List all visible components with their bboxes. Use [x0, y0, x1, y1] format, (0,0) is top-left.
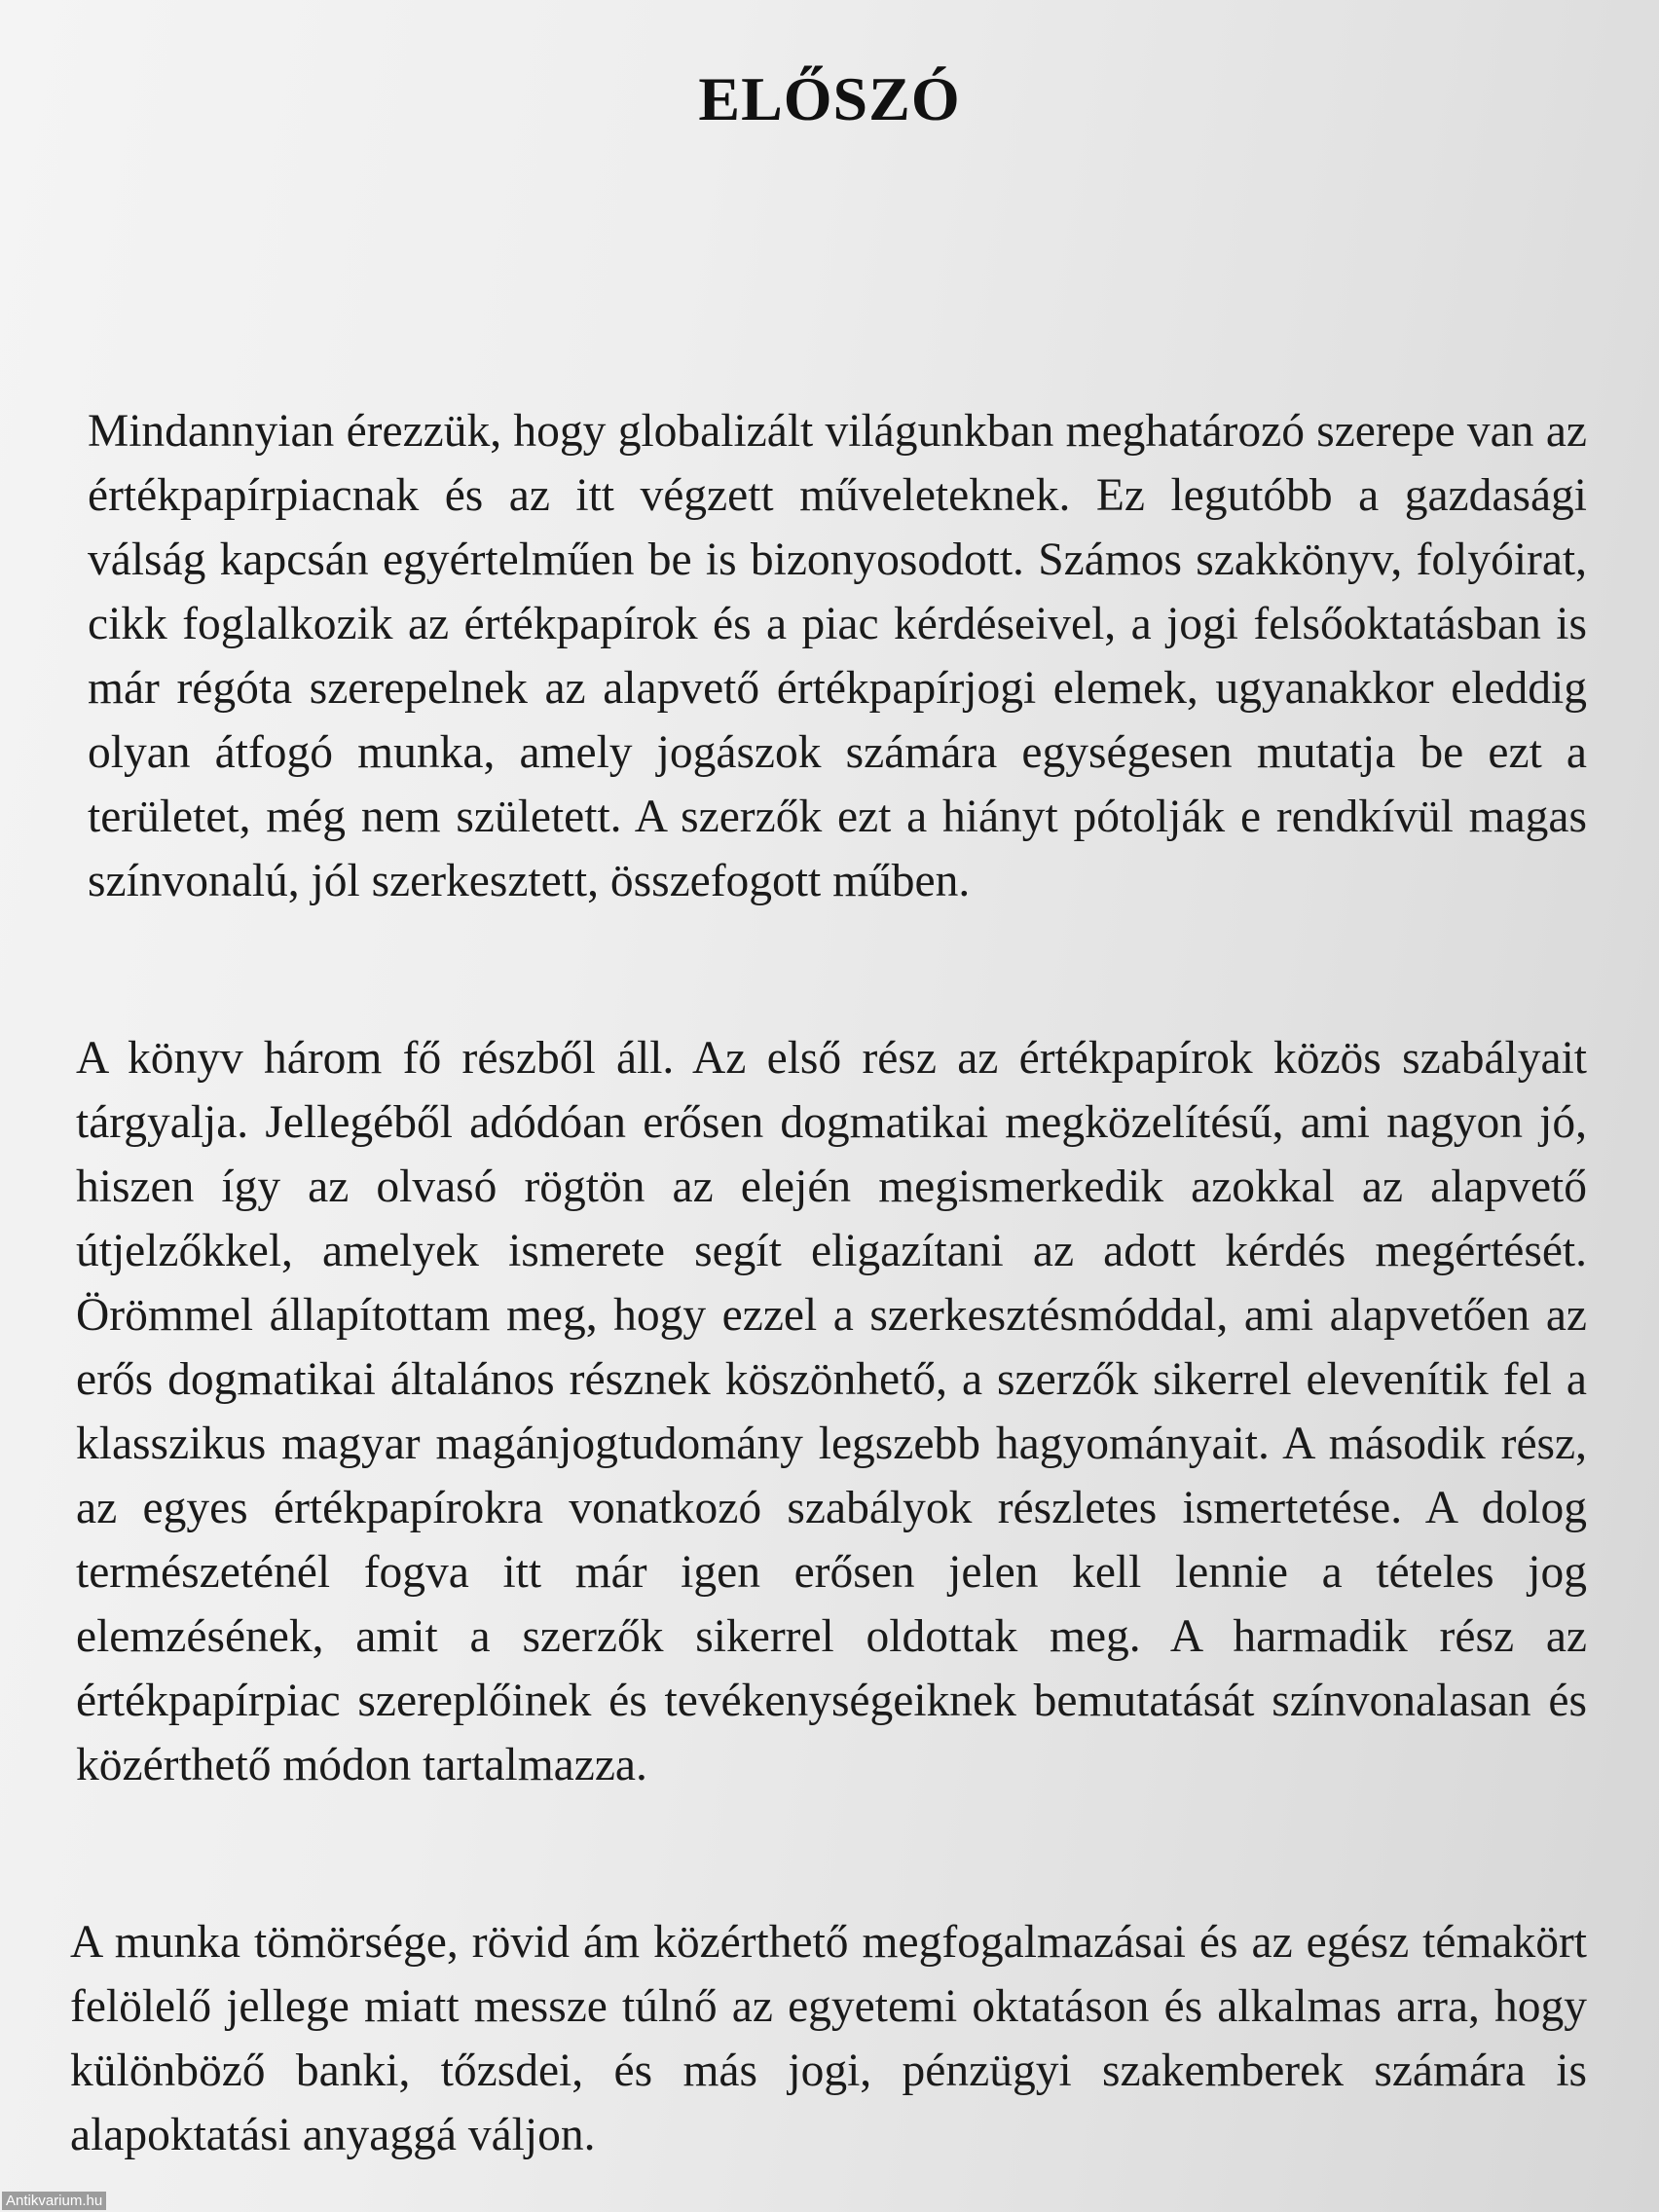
body-paragraph: A könyv három fő részből áll. Az első rész az értékpapírok közös szabályait tárgyalja. Jellegéből adódóan erősen dogmatikai megközelítésű, ami nagyon jó, hiszen így az olvasó rögtön az elején megismerkedik azokkal az alapvető útjelzőkkel, amelyek ismerete segít eligazítani az adott kérdés megértését. Örömmel állapítottam meg, hogy ezzel a szerkesztésmóddal, ami alapvetően az erős dogmatikai általános résznek köszönhető, a szerzők sikerrel elevenítik fel a klasszikus magyar magánjogtudomány legszebb hagyományait. A második rész, az egyes értékpapírokra vonatkozó szabályok részletes ismertetése. A dolog természeténél fogva itt már igen erősen jelen kell lennie a tételes jog elemzésének, amit a szerzők sikerrel oldottak meg. A harmadik rész az értékpapírpiac szereplőinek és tevékenységeiknek bemutatását színvonalasan és közérthető módon tartalmazza.: [76, 1033, 1587, 1790]
body-paragraph: Mindannyian érezzük, hogy globalizált világunkban meghatározó szerepe van az értékpapírpiacnak és az itt végzett műveleteknek. Ez legutóbb a gazdasági válság kapcsán egyértelműen be is bizonyosodott. Számos szakkönyv, folyóirat, cikk foglalkozik az értékpapírok és a piac kérdéseivel, a jogi felsőoktatásban is már régóta szerepelnek az alapvető értékpapírjogi elemek, ugyanakkor eleddig olyan átfogó munka, amely jogászok számára egységesen mutatja be ezt a területet, még nem született. A szerzők ezt a hiányt pótolják e rendkívül magas színvonalú, jól szerkesztett, összefogott műben.: [88, 406, 1587, 906]
page-title: ELŐSZÓ: [698, 63, 961, 133]
body-paragraph: A munka tömörsége, rövid ám közérthető megfogalmazásai és az egész témakört felölelő jellege miatt messze túlnő az egyetemi oktatáson és alkalmas arra, hogy különböző banki, tőzsdei, és más jogi, pénzügyi szakemberek számára is alapoktatási anyaggá váljon.: [70, 1917, 1587, 2160]
source-watermark: Antikvarium.hu: [2, 2192, 106, 2210]
